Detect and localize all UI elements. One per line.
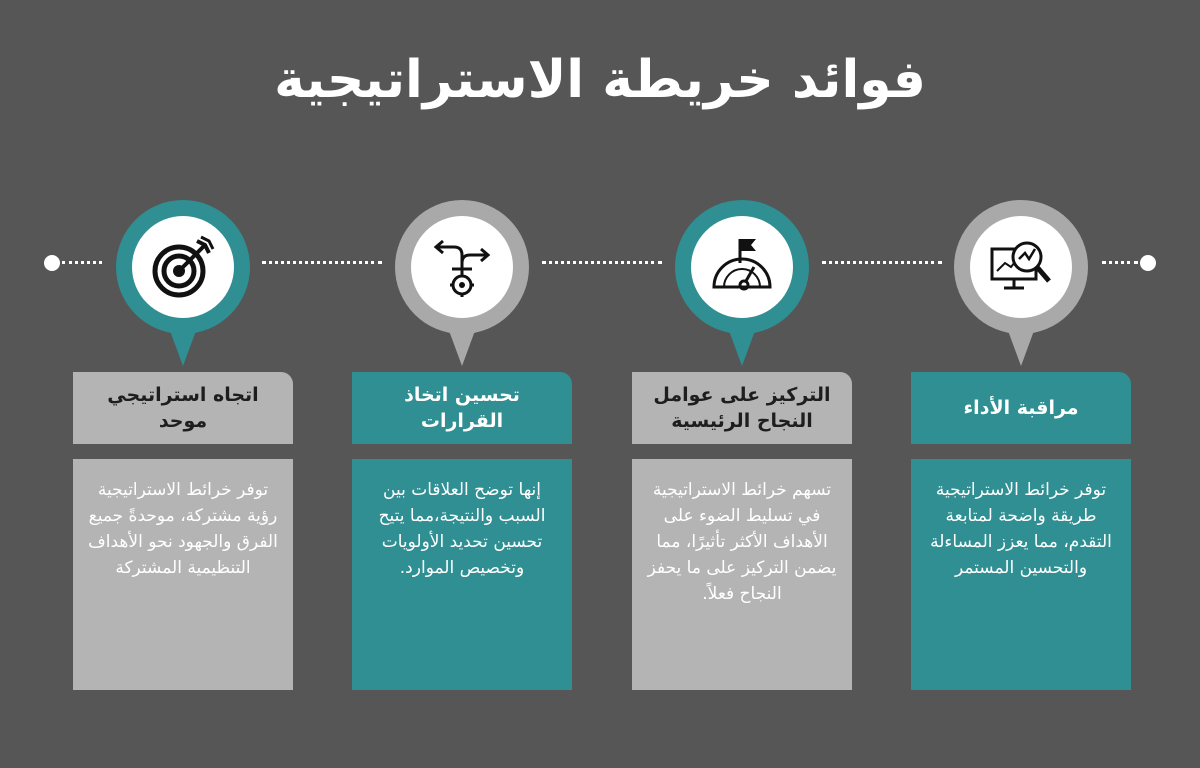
card-pin xyxy=(395,200,529,334)
card-body: إنها توضح العلاقات بين السبب والنتيجة،مما يتيح تحسين تحديد الأولويات وتخصيص الموارد. xyxy=(352,459,572,690)
target-icon xyxy=(151,235,215,299)
card-header: التركيز على عوامل النجاح الرئيسية xyxy=(632,372,852,444)
card-body: توفر خرائط الاستراتيجية طريقة واضحة لمتابعة التقدم، مما يعزز المساءلة والتحسين المستمر xyxy=(911,459,1131,690)
card-pin xyxy=(675,200,809,334)
monitor-magnifier-icon xyxy=(989,235,1053,299)
benefit-card-unified-direction xyxy=(73,200,293,700)
benefit-card-performance-monitoring xyxy=(911,200,1131,700)
card-header: تحسين اتخاذ القرارات xyxy=(352,372,572,444)
gauge-flag-icon xyxy=(710,235,774,299)
benefit-card-key-success-factors xyxy=(632,200,852,700)
card-pin xyxy=(116,200,250,334)
timeline-start-dot xyxy=(44,255,60,271)
card-header: اتجاه استراتيجي موحد xyxy=(73,372,293,444)
card-body: توفر خرائط الاستراتيجية رؤية مشتركة، موحدةً جميع الفرق والجهود نحو الأهداف التنظيمية المشتركة xyxy=(73,459,293,690)
page-title: فوائد خريطة الاستراتيجية xyxy=(274,50,926,110)
timeline-end-dot xyxy=(1140,255,1156,271)
decision-arrows-gear-icon xyxy=(430,235,494,299)
benefit-card-better-decisions xyxy=(352,200,572,700)
card-pin xyxy=(954,200,1088,334)
card-header: مراقبة الأداء xyxy=(911,372,1131,444)
card-body: تسهم خرائط الاستراتيجية في تسليط الضوء على الأهداف الأكثر تأثيرًا، مما يضمن التركيز على ما يحفز النجاح فعلاً. xyxy=(632,459,852,690)
